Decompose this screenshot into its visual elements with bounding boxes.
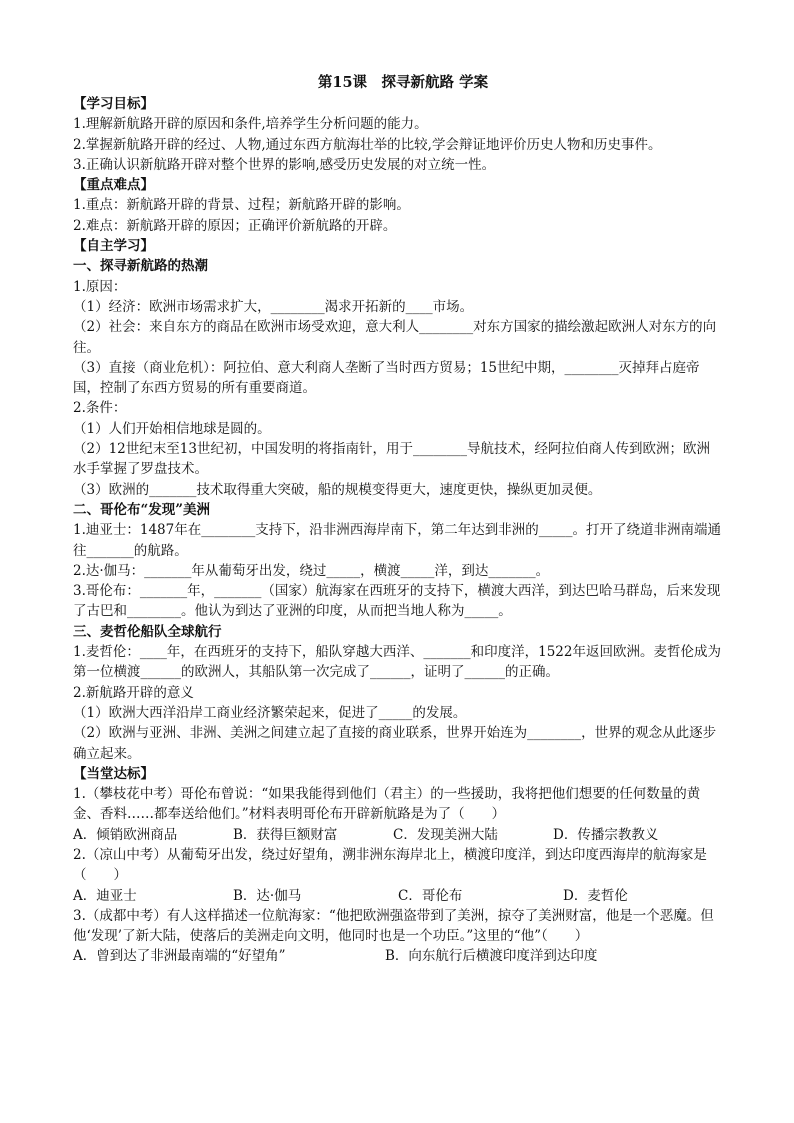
question-3-stem: 3.（成都中考）有人这样描述一位航海家：“他把欧洲强盗带到了美洲，掠夺了美洲财富，他是一个恶魔。但他‘发现’了新大陆，使落后的美洲走向文明，他同时也是一个功臣。”这里的“他”（ ） — [73, 907, 714, 945]
part3-heading: 三、麦哲伦船队全球航行 — [73, 623, 222, 640]
part1-line-2: （1）经济：欧洲市场需求扩大，________渴求开拓新的____市场。 — [73, 298, 474, 315]
q1-option-c[interactable]: C．发现美洲大陆 — [393, 826, 498, 843]
page-title: 第15课 探寻新航路 学案 — [317, 74, 489, 91]
objectives-heading: 【学习目标】 — [73, 96, 154, 112]
q2-option-b[interactable]: B．达·伽马 — [233, 887, 302, 904]
part2-line-1: 1.迪亚士：1487年在________支持下，沿非洲西海岸南下，第二年达到非洲的_____。打开了绕道非洲南端通往_______的航路。 — [73, 522, 721, 559]
part3-line-4: （2）欧洲与亚洲、非洲、美洲之间建立起了直接的商业联系，世界开始连为________，世界的观念从此逐步确立起来。 — [73, 725, 717, 762]
question-1-stem: 1.（攀枝花中考）哥伦布曾说：“如果我能得到他们（君主）的一些援助，我将把他们想要的任何数量的黄金、香料……都奉送给他们。”材料表明哥伦布开辟新航路是为了（ ） — [73, 786, 701, 823]
part3-line-3: （1）欧洲大西洋沿岸工商业经济繁荣起来，促进了_____的发展。 — [73, 704, 467, 721]
part2-line-3: 3.哥伦布：_______年，_______（国家）航海家在西班牙的支持下，横渡大西洋，到达巴哈马群岛，后来发现了古巴和________。他认为到达了亚洲的印度，从而把当地人称为_____。 — [73, 583, 721, 620]
q3-option-a[interactable]: A．曾到达了非洲最南端的“好望角” — [73, 948, 286, 965]
question-1-options — [73, 825, 723, 845]
q1-option-a[interactable]: A．倾销欧洲商品 — [73, 826, 178, 843]
objective-1: 1.理解新航路开辟的原因和条件,培养学生分析问题的能力。 — [73, 116, 428, 133]
keypoint-2: 2.难点：新航路开辟的原因；正确评价新航路的开辟。 — [73, 217, 397, 234]
part1-line-8: （3）欧洲的_______技术取得重大突破，船的规模变得更大，速度更快，操纵更加灵便。 — [73, 481, 602, 498]
worksheet-page — [73, 72, 723, 967]
q3-option-b[interactable]: B．向东航行后横渡印度洋到达印度 — [385, 948, 598, 965]
classwork-heading: 【当堂达标】 — [73, 765, 154, 782]
self-study-heading: 【自主学习】 — [73, 238, 154, 255]
objective-2: 2.掌握新航路开辟的经过、人物,通过东西方航海壮举的比较,学会辩证地评价历史人物和历史事件。 — [73, 136, 662, 153]
part1-line-5: 2.条件： — [73, 400, 127, 417]
question-2-options — [73, 886, 723, 906]
part2-line-2: 2.达·伽马：_______年从葡萄牙出发，绕过_____，横渡_____洋，到达_______。 — [73, 562, 550, 579]
part1-heading: 一、探寻新航路的热潮 — [73, 258, 208, 275]
part2-heading: 二、哥伦布“发现”美洲 — [73, 501, 211, 518]
q1-option-d[interactable]: D．传播宗教教义 — [553, 826, 659, 843]
part1-line-7: （2）12世纪末至13世纪初，中国发明的将指南针，用于________导航技术，经阿拉伯商人传到欧洲；欧洲水手掌握了罗盘技术。 — [73, 441, 710, 478]
q2-option-c[interactable]: C．哥伦布 — [398, 887, 463, 904]
part3-line-2: 2.新航路开辟的意义 — [73, 684, 194, 701]
part1-line-3: （2）社会：来自东方的商品在欧洲市场受欢迎，意大利人________对东方国家的描绘激起欧洲人对东方的向往。 — [73, 319, 717, 356]
question-3-options — [73, 946, 723, 966]
part1-line-1: 1.原因： — [73, 278, 127, 295]
part3-line-1: 1.麦哲伦：____年，在西班牙的支持下，船队穿越大西洋、_______和印度洋，1522年返回欧洲。麦哲伦成为第一位横渡______的欧洲人，其船队第一次完成了______，证明了______的正确。 — [73, 644, 721, 681]
q2-option-d[interactable]: D．麦哲伦 — [563, 887, 628, 904]
part1-line-4: （3）直接（商业危机）：阿拉伯、意大利商人垄断了当时西方贸易；15世纪中期，________灭掉拜占庭帝国，控制了东西方贸易的所有重要商道。 — [73, 359, 700, 397]
q2-option-a[interactable]: A．迪亚士 — [73, 887, 137, 904]
question-2-stem: 2.（凉山中考）从葡萄牙出发，绕过好望角，溯非洲东海岸北上，横渡印度洋，到达印度西海岸的航海家是（ ） — [73, 846, 707, 884]
keypoints-heading: 【重点难点】 — [73, 177, 154, 194]
q1-option-b[interactable]: B．获得巨额财富 — [233, 826, 338, 843]
keypoint-1: 1.重点：新航路开辟的背景、过程；新航路开辟的影响。 — [73, 197, 410, 214]
objective-3: 3.正确认识新航路开辟对整个世界的影响,感受历史发展的对立统一性。 — [73, 156, 496, 173]
part1-line-6: （1）人们开始相信地球是圆的。 — [73, 420, 271, 437]
